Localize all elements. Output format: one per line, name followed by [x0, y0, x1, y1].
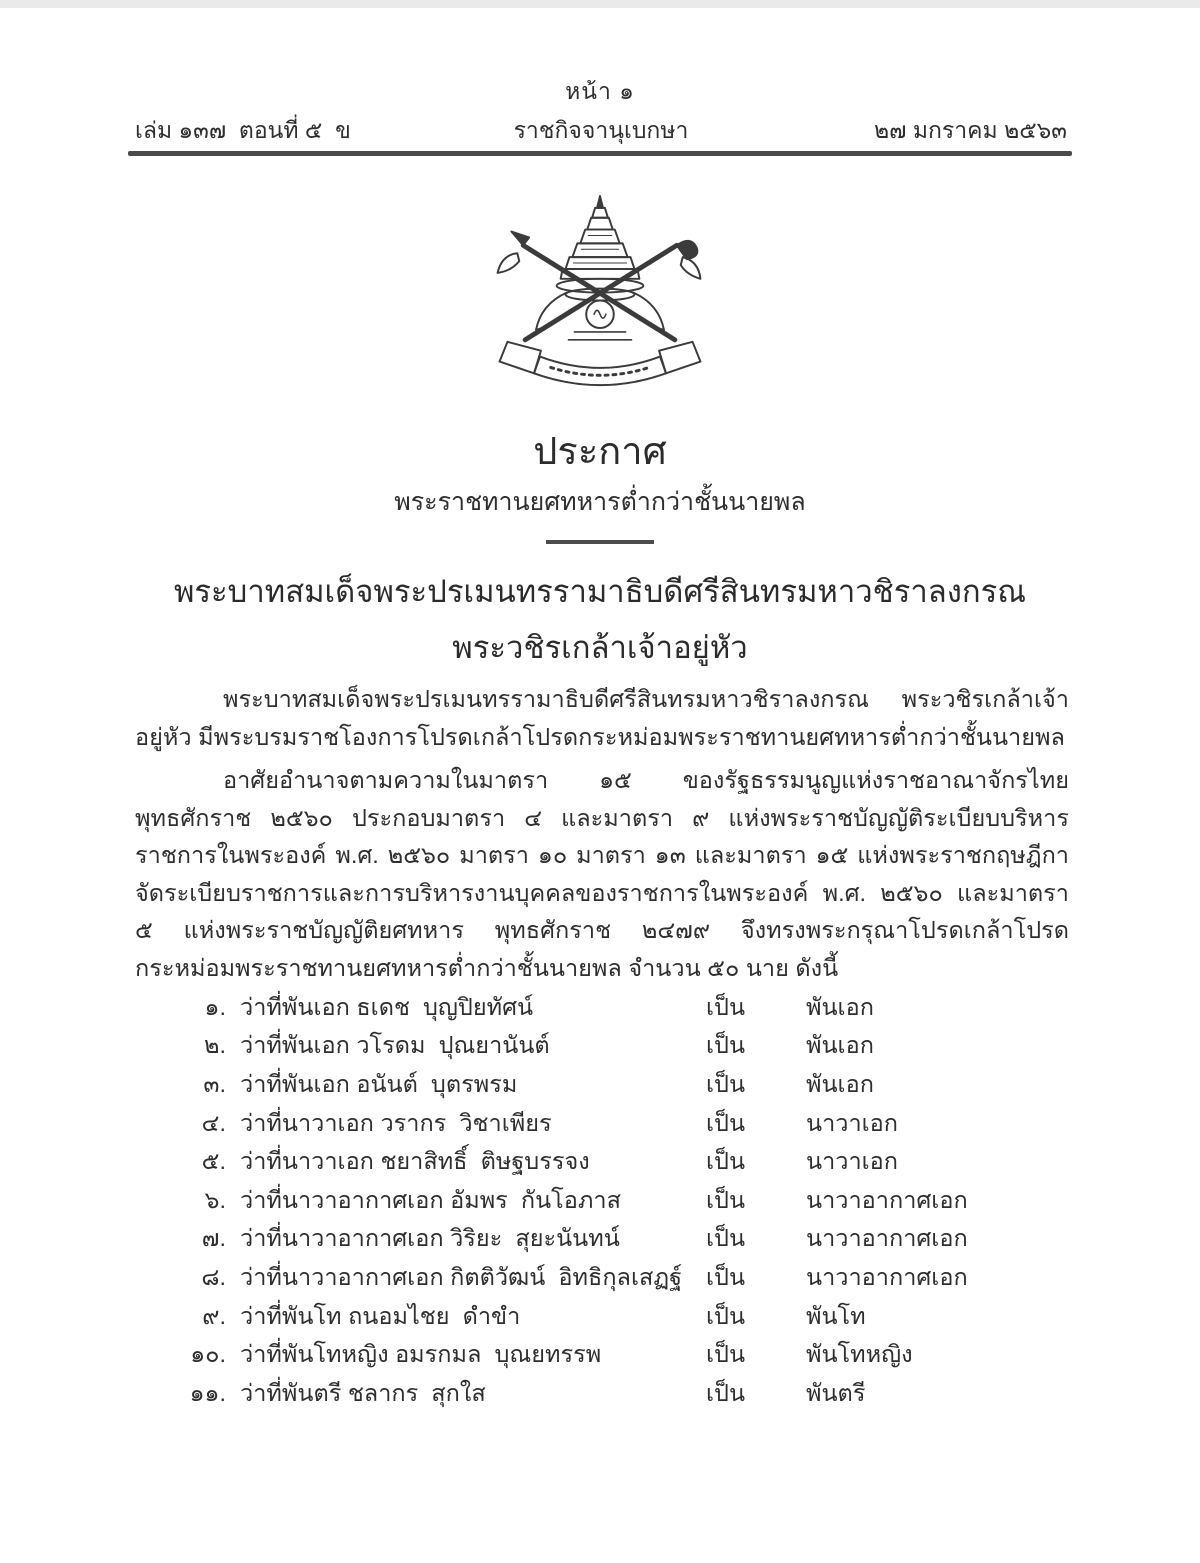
to-word: เป็น: [706, 1263, 746, 1290]
body-paragraph-1: พระบาทสมเด็จพระปรเมนทรรามาธิบดีศรีสินทรมหาวชิราลงกรณ พระวชิรเกล้าเจ้าอยู่หัว มีพระบรมราชโองการโปรดเกล้าโปรดกระหม่อมพระราชทานยศทหารต่ำกว่าชั้นนายพล: [135, 686, 1069, 750]
officer-name: ว่าที่นาวาอากาศเอก กิตติวัฒน์ อิทธิกุลเสฏฐ์: [240, 1263, 683, 1290]
volume-part-label: เล่ม ๑๓๗ ตอนที่ ๕ ข: [135, 117, 351, 143]
officer-name: ว่าที่พันเอก อนันต์ บุตรพรม: [240, 1070, 518, 1097]
officer-name: ว่าที่นาวาอากาศเอก วิริยะ สุยะนันทน์: [240, 1225, 620, 1252]
royal-command-emblem-icon: [472, 192, 728, 404]
new-rank: นาวาอากาศเอก: [806, 1225, 968, 1252]
royal-title-line2: พระวชิรเกล้าเจ้าอยู่หัว: [452, 630, 748, 665]
row-number: ๘.: [201, 1263, 226, 1290]
officer-name: ว่าที่นาวาอากาศเอก อัมพร กันโอภาส: [240, 1186, 621, 1213]
officer-name: ว่าที่พันตรี ชลากร สุกใส: [240, 1379, 486, 1406]
new-rank: นาวาเอก: [806, 1109, 899, 1136]
rank-list-row: [180, 1374, 1010, 1413]
gazette-name: ราชกิจจานุเบกษา: [513, 117, 689, 143]
new-rank: พันโท: [806, 1302, 866, 1329]
to-word: เป็น: [706, 1302, 746, 1329]
row-number: ๕.: [201, 1148, 226, 1175]
officer-name: ว่าที่นาวาเอก วรากร วิชาเพียร: [240, 1109, 552, 1136]
new-rank: พันเอก: [806, 1032, 874, 1059]
rank-list-row: [180, 1220, 1010, 1259]
announcement-title: ประกาศ: [533, 431, 667, 473]
rank-list-row: [180, 988, 1010, 1027]
row-number: ๑๐.: [190, 1341, 226, 1368]
to-word: เป็น: [706, 1070, 746, 1097]
new-rank: นาวาอากาศเอก: [806, 1263, 968, 1290]
royal-title-line1: พระบาทสมเด็จพระปรเมนทรรามาธิบดีศรีสินทรมหาวชิราลงกรณ: [173, 574, 1027, 609]
rank-list-row: [180, 1065, 1010, 1104]
officer-name: ว่าที่พันเอก วโรดม ปุณยานันต์: [240, 1032, 550, 1059]
rank-list-row: [180, 1181, 1010, 1220]
to-word: เป็น: [706, 993, 746, 1020]
to-word: เป็น: [706, 1032, 746, 1059]
new-rank: นาวาเอก: [806, 1148, 899, 1175]
to-word: เป็น: [706, 1109, 746, 1136]
rank-list-row: [180, 1297, 1010, 1336]
officer-name: ว่าที่พันโทหญิง อมรกมล บุณยทรรพ: [240, 1341, 602, 1368]
to-word: เป็น: [706, 1148, 746, 1175]
header-divider-rule: [128, 151, 1072, 156]
gazette-header-row: [135, 113, 1067, 143]
new-rank: นาวาอากาศเอก: [806, 1186, 968, 1213]
row-number: ๗.: [201, 1225, 226, 1252]
to-word: เป็น: [706, 1225, 746, 1252]
rank-list-row: [180, 1104, 1010, 1143]
issue-date: ๒๗ มกราคม ๒๕๖๓: [873, 117, 1067, 143]
row-number: ๑๑.: [189, 1379, 226, 1406]
rank-list-row: [180, 1335, 1010, 1374]
row-number: ๓.: [203, 1070, 226, 1097]
officer-name: ว่าที่พันโท ถนอมไชย ดำขำ: [240, 1302, 521, 1329]
row-number: ๔.: [201, 1109, 226, 1136]
new-rank: พันเอก: [806, 993, 874, 1020]
announcement-subtitle: พระราชทานยศทหารต่ำกว่าชั้นนายพล: [394, 488, 806, 516]
row-number: ๑.: [204, 993, 226, 1020]
page-number-label: หน้า ๑: [565, 78, 635, 104]
new-rank: พันโทหญิง: [806, 1341, 913, 1368]
subtitle-divider-rule: [546, 540, 654, 544]
to-word: เป็น: [706, 1341, 746, 1368]
to-word: เป็น: [706, 1186, 746, 1213]
new-rank: พันตรี: [806, 1379, 866, 1406]
row-number: ๙.: [202, 1302, 226, 1329]
new-rank: พันเอก: [806, 1070, 874, 1097]
scan-edge-shadow: [0, 0, 1200, 8]
officer-name: ว่าที่นาวาเอก ชยาสิทธิ์ ติษฐบรรจง: [240, 1148, 590, 1175]
rank-list: [180, 988, 1010, 1413]
officer-name: ว่าที่พันเอก ธเดช บุญปิยทัศน์: [240, 993, 534, 1020]
rank-list-row: [180, 1258, 1010, 1297]
row-number: ๖.: [204, 1186, 226, 1213]
rank-list-row: [180, 1027, 1010, 1066]
to-word: เป็น: [706, 1379, 746, 1406]
row-number: ๒.: [203, 1032, 226, 1059]
body-paragraph-2: อาศัยอำนาจตามความในมาตรา ๑๕ ของรัฐธรรมนูญแห่งราชอาณาจักรไทย พุทธศักราช ๒๕๖๐ ประกอบมาตรา ๔ และมาตรา ๙ แห่งพระราชบัญญัติระเบียบบริหารราชการในพระองค์ พ.ศ. ๒๕๖๐ มาตรา ๑๐ มาตรา ๑๓ และมาตรา ๑๕ แห่งพระราชกฤษฎีกาจัดระเบียบราชการและการบริหารงานบุคคลของราชการในพระองค์ พ.ศ. ๒๕๖๐ และมาตรา ๕ แห่งพระราชบัญญัติยศทหาร พุทธศักราช ๒๔๗๙ จึงทรงพระกรุณาโปรดเกล้าโปรดกระหม่อมพระราชทานยศทหารต่ำกว่าชั้นนายพล จำนวน ๕๐ นาย ดังนี้: [135, 767, 1076, 981]
rank-list-row: [180, 1142, 1010, 1181]
